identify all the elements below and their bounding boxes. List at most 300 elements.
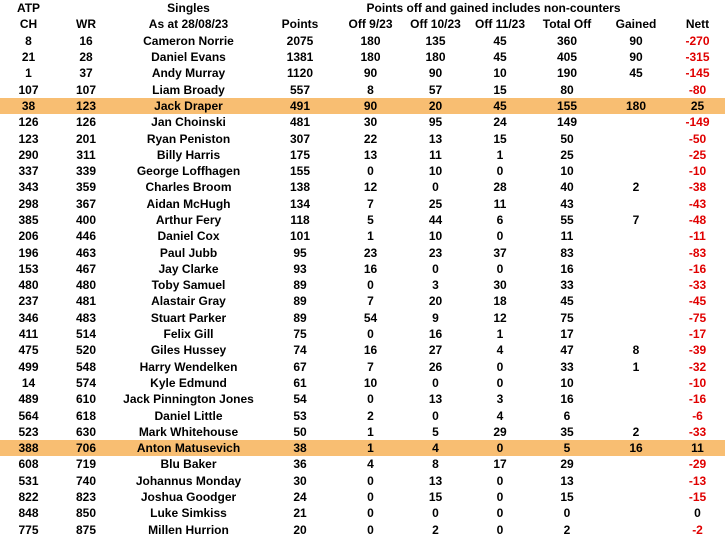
cell-points[interactable]: 175	[289, 147, 311, 162]
cell-ch[interactable]: 346	[18, 310, 39, 325]
cell-wr[interactable]: 339	[75, 164, 97, 179]
cell-off1[interactable]: 0	[367, 473, 374, 488]
cell-off3[interactable]: 37	[493, 245, 507, 260]
cell-off2[interactable]: 13	[428, 473, 443, 488]
cell-total[interactable]: 83	[560, 245, 574, 260]
cell-off3[interactable]: 4	[496, 408, 504, 423]
cell-nett[interactable]: -48	[688, 213, 707, 227]
cell-off1[interactable]: 5	[367, 213, 374, 227]
cell-points[interactable]: 74	[293, 343, 307, 358]
cell-nett[interactable]: -11	[689, 229, 706, 244]
cell-nett[interactable]: -50	[688, 131, 707, 146]
cell-gained[interactable]	[602, 244, 670, 260]
cell-off3[interactable]: 24	[493, 115, 507, 130]
cell-nett[interactable]: -315	[685, 50, 710, 65]
cell-gained[interactable]: 7	[632, 213, 640, 227]
cell-total[interactable]: 155	[532, 98, 602, 114]
cell-ch[interactable]: 388	[0, 440, 57, 456]
cell-total[interactable]: 25	[560, 147, 574, 162]
cell-points[interactable]: 30	[293, 473, 307, 488]
cell-points[interactable]: 491	[262, 98, 338, 114]
cell-points[interactable]: 2075	[286, 33, 314, 48]
cell-off1[interactable]: 1	[367, 229, 374, 244]
cell-off3[interactable]: 0	[496, 490, 504, 505]
cell-nett[interactable]: -33	[688, 424, 707, 439]
cell-wr[interactable]: 201	[75, 131, 97, 146]
cell-off3[interactable]: 0	[496, 506, 504, 521]
cell-nett[interactable]: -16	[688, 261, 707, 276]
cell-gained[interactable]: 16	[602, 440, 670, 456]
cell-gained[interactable]	[602, 326, 670, 342]
cell-name[interactable]: Daniel Cox	[157, 229, 220, 244]
cell-ch[interactable]: 411	[18, 327, 39, 342]
cell-ch[interactable]: 196	[18, 245, 39, 260]
cell-name[interactable]: Johannus Monday	[135, 473, 242, 488]
cell-off1[interactable]: 7	[367, 359, 374, 374]
cell-nett[interactable]: -17	[688, 327, 707, 342]
cell-wr[interactable]: 548	[75, 359, 97, 374]
cell-nett[interactable]: -6	[692, 408, 703, 423]
cell-total[interactable]: 360	[556, 33, 578, 48]
cell-off1[interactable]: 0	[367, 278, 374, 293]
cell-ch[interactable]: 107	[18, 82, 39, 97]
cell-name[interactable]: Mark Whitehouse	[138, 424, 239, 439]
cell-off1[interactable]: 16	[363, 343, 378, 358]
cell-off3[interactable]: 1	[496, 147, 504, 162]
cell-off3[interactable]: 10	[493, 66, 507, 81]
cell-wr[interactable]: 37	[79, 66, 93, 81]
cell-name[interactable]: Jay Clarke	[158, 261, 219, 276]
cell-gained[interactable]: 180	[602, 98, 670, 114]
cell-ch[interactable]: 290	[18, 147, 39, 162]
cell-off3[interactable]: 6	[496, 213, 504, 227]
cell-name[interactable]: Cameron Norrie	[143, 33, 234, 48]
cell-points[interactable]: 557	[289, 82, 311, 97]
cell-off2[interactable]: 8	[432, 457, 439, 472]
cell-points[interactable]: 67	[293, 359, 307, 374]
cell-wr[interactable]: 311	[76, 147, 96, 162]
cell-off2[interactable]: 2	[432, 522, 439, 537]
cell-wr[interactable]: 400	[75, 213, 97, 227]
cell-wr[interactable]: 467	[75, 261, 97, 276]
cell-off3[interactable]: 15	[493, 82, 507, 97]
cell-wr[interactable]: 719	[75, 457, 97, 472]
cell-points[interactable]: 75	[293, 327, 307, 342]
cell-wr[interactable]: 610	[75, 392, 97, 407]
cell-ch[interactable]: 126	[18, 115, 39, 130]
cell-off2[interactable]: 90	[428, 66, 443, 81]
cell-gained[interactable]	[602, 228, 670, 244]
cell-total[interactable]: 35	[560, 424, 574, 439]
cell-points[interactable]: 89	[293, 294, 307, 309]
col-header-total-off[interactable]: Total Off	[542, 17, 592, 32]
cell-gained[interactable]	[602, 456, 670, 472]
cell-gained[interactable]	[602, 391, 670, 407]
cell-gained[interactable]: 8	[632, 343, 640, 358]
cell-gained[interactable]	[602, 522, 670, 538]
cell-ch[interactable]: 822	[18, 490, 39, 505]
cell-off1[interactable]: 22	[363, 131, 378, 146]
cell-wr[interactable]: 740	[75, 473, 97, 488]
cell-total[interactable]: 40	[560, 180, 574, 195]
cell-ch[interactable]: 21	[21, 50, 36, 65]
cell-points[interactable]: 95	[293, 245, 307, 260]
cell-wr[interactable]: 483	[75, 310, 97, 325]
cell-gained[interactable]	[602, 505, 670, 521]
cell-off1[interactable]: 90	[338, 98, 403, 114]
cell-off2[interactable]: 13	[428, 131, 443, 146]
cell-off2[interactable]: 23	[428, 245, 443, 260]
col-header-wr[interactable]: WR	[76, 17, 96, 32]
cell-off3[interactable]: 3	[496, 392, 504, 407]
cell-off2[interactable]: 3	[432, 278, 439, 293]
cell-off3[interactable]: 0	[496, 522, 504, 537]
cell-points[interactable]: 1381	[286, 50, 314, 65]
cell-name[interactable]: George Loffhagen	[136, 164, 241, 179]
cell-ch[interactable]: 848	[18, 506, 39, 521]
cell-wr[interactable]: 618	[75, 408, 97, 423]
cell-total[interactable]: 13	[560, 473, 574, 488]
cell-off1[interactable]: 30	[363, 115, 378, 130]
cell-gained[interactable]	[602, 163, 670, 179]
cell-gained[interactable]	[602, 130, 670, 146]
cell-total[interactable]: 405	[556, 50, 578, 65]
cell-off2[interactable]: 16	[428, 327, 443, 342]
cell-wr[interactable]: 850	[75, 506, 97, 521]
cell-name[interactable]: Felix Gill	[163, 327, 214, 342]
cell-off3[interactable]: 0	[496, 473, 504, 488]
cell-off3[interactable]: 45	[493, 33, 507, 48]
cell-ch[interactable]: 385	[18, 213, 39, 227]
col-header-off-10-23[interactable]: Off 10/23	[410, 17, 461, 32]
cell-points[interactable]: 50	[293, 424, 307, 439]
cell-off2[interactable]: 20	[403, 98, 468, 114]
cell-name[interactable]: Giles Hussey	[150, 343, 227, 358]
cell-ch[interactable]: 531	[18, 473, 39, 488]
cell-total[interactable]: 10	[560, 164, 574, 179]
cell-nett[interactable]: -29	[688, 457, 707, 472]
cell-off3[interactable]: 15	[493, 131, 507, 146]
cell-points[interactable]: 138	[289, 180, 311, 195]
cell-total[interactable]: 75	[560, 310, 574, 325]
cell-gained[interactable]	[602, 196, 670, 212]
cell-name[interactable]: Anton Matusevich	[115, 440, 262, 456]
cell-wr[interactable]: 107	[75, 82, 97, 97]
cell-ch[interactable]: 564	[18, 408, 39, 423]
cell-off1[interactable]: 0	[367, 522, 374, 537]
cell-total[interactable]: 33	[560, 359, 574, 374]
cell-points[interactable]: 118	[290, 213, 310, 227]
cell-nett[interactable]: -43	[688, 196, 707, 211]
cell-gained[interactable]: 2	[632, 424, 640, 439]
cell-off1[interactable]: 90	[363, 66, 378, 81]
cell-nett[interactable]: -149	[685, 115, 710, 130]
cell-wr[interactable]: 28	[79, 50, 93, 65]
cell-points[interactable]: 24	[293, 490, 307, 505]
cell-name[interactable]: Jan Choinski	[151, 115, 226, 130]
cell-points[interactable]: 93	[293, 261, 307, 276]
cell-off2[interactable]: 0	[432, 408, 439, 423]
cell-name[interactable]: Billy Harris	[156, 147, 221, 162]
cell-off1[interactable]: 8	[367, 82, 374, 97]
cell-ch[interactable]: 608	[18, 457, 39, 472]
cell-wr[interactable]: 520	[75, 343, 97, 358]
cell-off2[interactable]: 26	[428, 359, 443, 374]
cell-wr[interactable]: 823	[75, 490, 97, 505]
cell-ch[interactable]: 499	[18, 359, 39, 374]
cell-name[interactable]: Ryan Peniston	[146, 131, 231, 146]
cell-off2[interactable]: 0	[432, 506, 439, 521]
cell-nett[interactable]: -10	[688, 375, 707, 390]
cell-off1[interactable]: 12	[363, 180, 378, 195]
cell-off3[interactable]: 45	[493, 50, 507, 65]
cell-off2[interactable]: 9	[432, 310, 439, 325]
cell-ch[interactable]: 206	[18, 229, 39, 244]
cell-off3[interactable]: 12	[493, 310, 507, 325]
cell-off2[interactable]: 20	[428, 294, 443, 309]
cell-gained[interactable]	[602, 277, 670, 293]
cell-total[interactable]: 55	[560, 213, 574, 227]
cell-name[interactable]: Daniel Evans	[151, 50, 226, 65]
cell-nett[interactable]: -80	[688, 82, 707, 97]
cell-off3[interactable]: 11	[493, 196, 507, 211]
cell-name[interactable]: Daniel Little	[154, 408, 223, 423]
cell-nett[interactable]: -38	[688, 180, 707, 195]
cell-ch[interactable]: 1	[25, 66, 32, 81]
cell-off1[interactable]: 4	[367, 457, 374, 472]
cell-name[interactable]: Joshua Goodger	[140, 490, 237, 505]
cell-off2[interactable]: 0	[432, 180, 439, 195]
cell-wr[interactable]: 16	[79, 33, 93, 48]
cell-total[interactable]: 45	[560, 294, 574, 309]
cell-off2[interactable]: 0	[432, 261, 439, 276]
col-header-points[interactable]: Points	[281, 17, 319, 32]
cell-total[interactable]: 0	[563, 506, 571, 521]
cell-off2[interactable]: 0	[432, 375, 439, 390]
cell-gained[interactable]	[602, 293, 670, 309]
cell-nett[interactable]: -25	[688, 147, 707, 162]
cell-off1[interactable]: 1	[338, 440, 403, 456]
cell-points[interactable]: 61	[293, 375, 307, 390]
cell-off1[interactable]: 7	[367, 294, 374, 309]
cell-points[interactable]: 38	[262, 440, 338, 456]
cell-nett[interactable]: -75	[688, 310, 707, 325]
cell-name[interactable]: Liam Broady	[152, 82, 225, 97]
cell-gained[interactable]	[602, 261, 670, 277]
cell-off3[interactable]: 28	[493, 180, 507, 195]
cell-points[interactable]: 21	[293, 506, 307, 521]
cell-points[interactable]: 20	[293, 522, 307, 537]
cell-nett[interactable]: -270	[685, 33, 710, 48]
cell-total[interactable]: 16	[560, 392, 574, 407]
col-header-nett[interactable]: Nett	[685, 17, 710, 32]
cell-points[interactable]: 54	[293, 392, 307, 407]
col-header-as-at[interactable]: As at 28/08/23	[148, 17, 229, 32]
cell-off2[interactable]: 27	[428, 343, 443, 358]
cell-total[interactable]: 50	[560, 131, 574, 146]
cell-off1[interactable]: 10	[363, 375, 378, 390]
cell-off3[interactable]: 1	[496, 327, 504, 342]
cell-gained[interactable]	[602, 114, 670, 130]
cell-off3[interactable]: 17	[493, 457, 507, 472]
cell-nett[interactable]: 0	[694, 506, 701, 521]
cell-wr[interactable]: 574	[75, 375, 97, 390]
cell-ch[interactable]: 237	[18, 294, 39, 309]
cell-points[interactable]: 89	[293, 310, 307, 325]
cell-wr[interactable]: 480	[75, 278, 97, 293]
cell-name[interactable]: Charles Broom	[145, 180, 232, 195]
cell-off1[interactable]: 2	[367, 408, 374, 423]
cell-off2[interactable]: 11	[429, 147, 442, 162]
cell-gained[interactable]	[602, 473, 670, 489]
cell-points[interactable]: 307	[289, 131, 311, 146]
cell-nett[interactable]: 11	[670, 440, 725, 456]
cell-total[interactable]: 190	[556, 66, 578, 81]
cell-total[interactable]: 33	[560, 278, 574, 293]
cell-ch[interactable]: 489	[18, 392, 39, 407]
cell-total[interactable]: 149	[556, 115, 578, 130]
cell-nett[interactable]: -16	[688, 392, 707, 407]
cell-off3[interactable]: 4	[496, 343, 504, 358]
cell-ch[interactable]: 298	[18, 196, 39, 211]
cell-points[interactable]: 101	[289, 229, 311, 244]
cell-wr[interactable]: 706	[57, 440, 115, 456]
cell-off1[interactable]: 0	[367, 327, 374, 342]
cell-wr[interactable]: 875	[75, 522, 97, 537]
cell-nett[interactable]: -83	[688, 245, 707, 260]
cell-nett[interactable]: -39	[688, 343, 707, 358]
cell-gained[interactable]	[602, 147, 670, 163]
cell-total[interactable]: 17	[560, 327, 574, 342]
cell-gained[interactable]: 2	[632, 180, 640, 195]
cell-name[interactable]: Millen Hurrion	[148, 522, 229, 537]
cell-off2[interactable]: 25	[428, 196, 443, 211]
cell-ch[interactable]: 14	[21, 375, 36, 390]
cell-total[interactable]: 6	[563, 408, 571, 423]
cell-off2[interactable]: 57	[428, 82, 443, 97]
cell-wr[interactable]: 514	[75, 327, 97, 342]
cell-ch[interactable]: 523	[18, 424, 39, 439]
cell-off1[interactable]: 54	[363, 310, 378, 325]
cell-gained[interactable]	[602, 81, 670, 97]
cell-nett[interactable]: -13	[688, 473, 707, 488]
cell-ch[interactable]: 38	[0, 98, 57, 114]
cell-gained[interactable]	[602, 407, 670, 423]
cell-name[interactable]: Jack Draper	[115, 98, 262, 114]
cell-nett[interactable]: -33	[688, 278, 707, 293]
cell-name[interactable]: Jack Pinnington Jones	[123, 392, 254, 407]
cell-wr[interactable]: 463	[75, 245, 97, 260]
cell-points[interactable]: 134	[289, 196, 311, 211]
cell-wr[interactable]: 446	[75, 229, 97, 244]
cell-off1[interactable]: 23	[363, 245, 378, 260]
cell-ch[interactable]: 337	[18, 164, 39, 179]
cell-off1[interactable]: 16	[363, 261, 378, 276]
cell-wr[interactable]: 359	[75, 180, 97, 195]
cell-name[interactable]: Toby Samuel	[151, 278, 226, 293]
cell-points[interactable]: 89	[293, 278, 307, 293]
cell-ch[interactable]: 475	[18, 343, 39, 358]
cell-off2[interactable]: 4	[403, 440, 468, 456]
cell-off3[interactable]: 0	[468, 440, 532, 456]
cell-off2[interactable]: 10	[428, 229, 443, 244]
cell-name[interactable]: Harry Wendelken	[139, 359, 238, 374]
cell-wr[interactable]: 481	[75, 294, 97, 309]
cell-gained[interactable]: 1	[632, 359, 640, 374]
cell-nett[interactable]: -2	[692, 522, 703, 537]
cell-total[interactable]: 15	[560, 490, 574, 505]
cell-ch[interactable]: 123	[18, 131, 39, 146]
cell-total[interactable]: 80	[560, 82, 574, 97]
cell-total[interactable]: 11	[560, 229, 574, 244]
cell-name[interactable]: Alastair Gray	[151, 294, 226, 309]
cell-ch[interactable]: 480	[18, 278, 39, 293]
cell-name[interactable]: Arthur Fery	[155, 213, 222, 227]
cell-off2[interactable]: 95	[428, 115, 443, 130]
cell-off3[interactable]: 0	[496, 375, 504, 390]
cell-name[interactable]: Luke Simkiss	[150, 506, 227, 521]
cell-off2[interactable]: 5	[432, 424, 439, 439]
cell-total[interactable]: 16	[560, 261, 574, 276]
cell-ch[interactable]: 8	[25, 33, 32, 48]
cell-off2[interactable]: 15	[428, 490, 443, 505]
cell-gained[interactable]: 90	[629, 50, 643, 65]
cell-off3[interactable]: 30	[493, 278, 507, 293]
cell-off1[interactable]: 0	[367, 164, 374, 179]
cell-nett[interactable]: -32	[688, 359, 707, 374]
cell-total[interactable]: 29	[560, 457, 574, 472]
col-header-off-9-23[interactable]: Off 9/23	[348, 17, 393, 32]
cell-wr[interactable]: 367	[75, 196, 97, 211]
cell-off2[interactable]: 180	[425, 50, 446, 65]
cell-off2[interactable]: 13	[428, 392, 443, 407]
cell-off1[interactable]: 7	[367, 196, 374, 211]
cell-total[interactable]: 2	[563, 522, 571, 537]
cell-off1[interactable]: 0	[367, 506, 374, 521]
cell-name[interactable]: Aidan McHugh	[146, 196, 231, 211]
cell-off1[interactable]: 13	[363, 147, 378, 162]
col-header-gained[interactable]: Gained	[615, 17, 657, 32]
cell-gained[interactable]	[602, 375, 670, 391]
cell-off1[interactable]: 0	[367, 490, 374, 505]
cell-total[interactable]: 5	[532, 440, 602, 456]
cell-nett[interactable]: -145	[685, 66, 710, 81]
cell-wr[interactable]: 126	[75, 115, 97, 130]
cell-ch[interactable]: 343	[18, 180, 39, 195]
cell-points[interactable]: 53	[293, 408, 307, 423]
cell-gained[interactable]: 45	[629, 66, 643, 81]
cell-total[interactable]: 47	[560, 343, 574, 358]
cell-off2[interactable]: 10	[428, 164, 443, 179]
empty-cell[interactable]	[57, 0, 115, 16]
cell-off3[interactable]: 0	[496, 359, 504, 374]
cell-nett[interactable]: -15	[688, 490, 707, 505]
cell-name[interactable]: Paul Jubb	[159, 245, 218, 260]
cell-off3[interactable]: 0	[496, 229, 504, 244]
cell-total[interactable]: 10	[560, 375, 574, 390]
cell-points[interactable]: 36	[293, 457, 307, 472]
cell-ch[interactable]: 775	[18, 522, 39, 537]
cell-wr[interactable]: 123	[57, 98, 115, 114]
cell-off1[interactable]: 1	[367, 424, 374, 439]
cell-off3[interactable]: 29	[493, 424, 507, 439]
cell-gained[interactable]	[602, 489, 670, 505]
cell-name[interactable]: Andy Murray	[151, 66, 226, 81]
atp-title[interactable]: ATP	[16, 1, 41, 16]
cell-off3[interactable]: 0	[496, 164, 504, 179]
col-header-ch[interactable]: CH	[19, 17, 38, 32]
banner-title[interactable]: Points off and gained includes non-counters	[366, 1, 621, 16]
